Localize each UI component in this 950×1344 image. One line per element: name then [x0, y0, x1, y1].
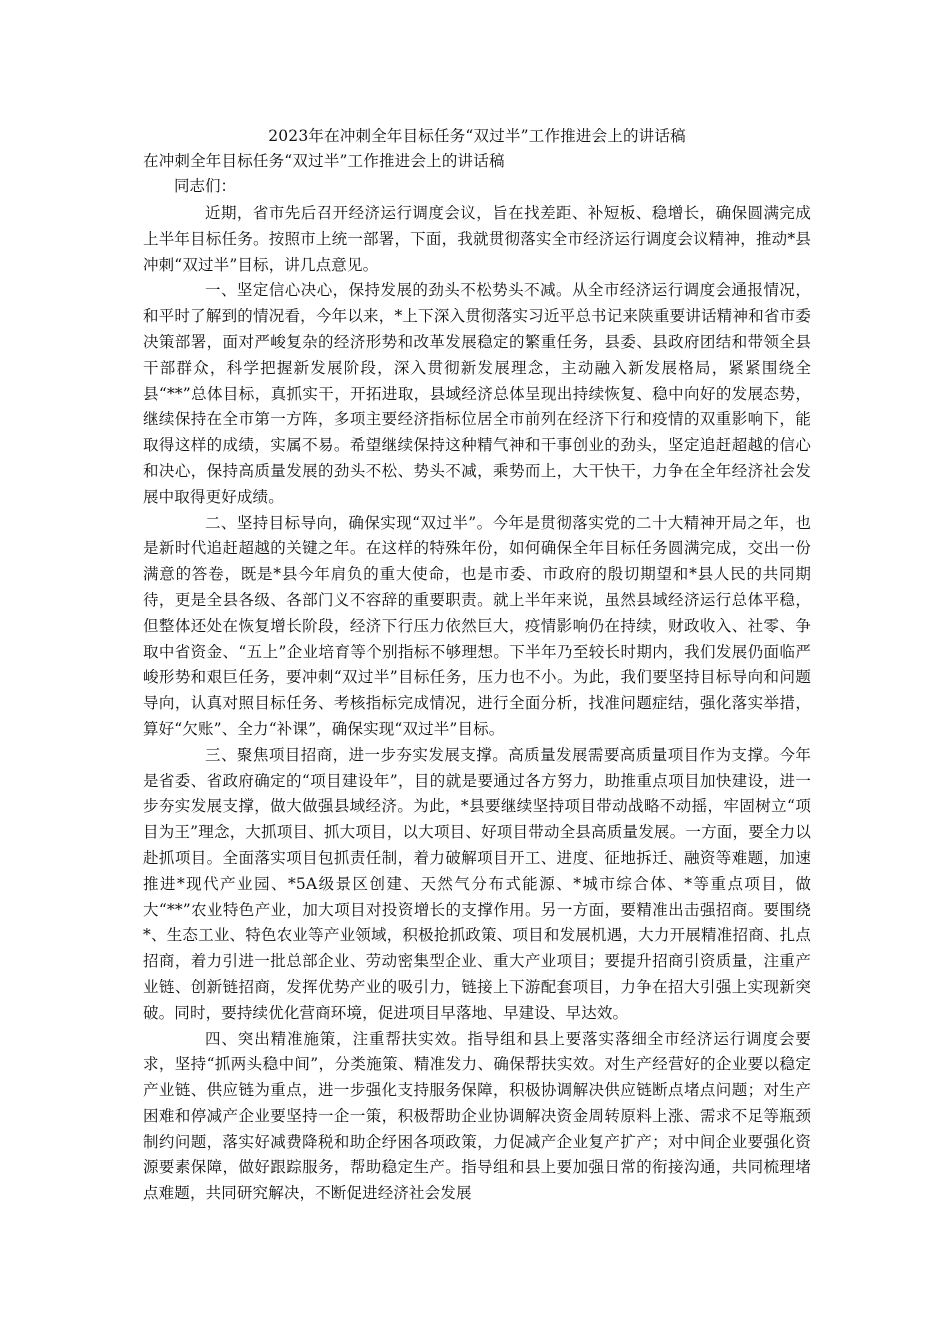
- salutation: 同志们：: [174, 177, 237, 195]
- paragraph-section-4: 四、突出精准施策，注重帮扶实效。指导组和县上要落实落细全市经济运行调度会要求，坚持“抓两头稳中间”，分类施策、精准发力、确保帮扶实效。对生产经营好的企业要以稳定产业链、供应链为重点，进一步强化支持服务保障，积极协调解决供应链断点堵点问题；对生产困难和停减产企业要坚持一企一策，积极帮助企业协调解决资金周转原料上涨、需求不足等瓶颈制约问题，落实好减费降税和助企纾困各项政策，力促减产企业复产扩产；对中间企业要强化资源要素保障，做好跟踪服务，帮助稳定生产。指导组和县上要加强日常的衔接沟通，共同梳理堵点难题，共同研究解决，不断促进经济社会发展: [143, 1029, 811, 1203]
- paragraph-section-3: 三、聚焦项目招商，进一步夯实发展支撑。高质量发展需要高质量项目作为支撑。今年是省委、省政府确定的“项目建设年”，目的就是要通过各方努力，助推重点项目加快建设，进一步夯实发展支撑，做大做强县域经济。为此，*县要继续坚持项目带动战略不动摇，牢固树立“项目为王”理念，大抓项目、抓大项目，以大项目、好项目带动全县高质量发展。一方面，要全力以赴抓项目。全面落实项目包抓责任制，着力破解项目开工、进度、征地拆迁、融资等难题，加速推进*现代产业园、*5A级景区创建、天然气分布式能源、*城市综合体、*等重点项目，做大“**”农业特色产业，加大项目对投资增长的支撑作用。另一方面，要精准出击强招商。要围绕*、生态工业、特色农业等产业领域，积极抢抓政策、项目和发展机遇，大力开展精准招商、扎点招商，着力引进一批总部企业、劳动密集型企业、重大产业项目；要提升招商引资质量，注重产业链、创新链招商，发挥优势产业的吸引力，链接上下游配套项目，力争在招大引强上实现新突破。同时，要持续优化营商环境，促进项目早落地、早建设、早达效。: [143, 745, 811, 1022]
- paragraph-section-1: 一、坚定信心决心，保持发展的劲头不松势头不减。从全市经济运行调度会通报情况，和平时了解到的情况看，今年以来，*上下深入贯彻落实习近平总书记来陕重要讲话精神和省市委决策部署，面对严峻复杂的经济形势和改革发展稳定的繁重任务，县委、县政府团结和带领全县干部群众，科学把握新发展阶段，深入贯彻新发展理念，主动融入新发展格局，紧紧围绕全县“**”总体目标，真抓实干，开拓进取，县域经济总体呈现出持续恢复、稳中向好的发展态势，继续保持在全市第一方阵，多项主要经济指标位居全市前列在经济下行和疫情的双重影响下，能取得这样的成绩，实属不易。希望继续保持这种精气神和干事创业的劲头，坚定追赶超越的信心和决心，保持高质量发展的劲头不松、势头不减，乘势而上，大干快干，力争在全年经济社会发展中取得更好成绩。: [143, 281, 811, 506]
- document-subtitle: 在冲刺全年目标任务“双过半”工作推进会上的讲话稿: [143, 152, 505, 170]
- paragraph-section-2: 二、坚持目标导向，确保实现“双过半”。今年是贯彻落实党的二十大精神开局之年，也是新时代追赶超越的关键之年。在这样的特殊年份，如何确保全年目标任务圆满完成，交出一份满意的答卷，既是*县今年肩负的重大使命，也是市委、市政府的殷切期望和*县人民的共同期待，更是全县各级、各部门义不容辞的重要职责。就上半年来说，虽然县域经济运行总体平稳，但整体还处在恢复增长阶段，经济下行压力依然巨大，疫情影响仍在持续，财政收入、社零、争取中省资金、“五上”企业培育等个别指标不够理想。下半年乃至较长时期内，我们发展仍面临严峻形势和艰巨任务，要冲刺“双过半”目标任务，压力也不小。为此，我们要坚持目标导向和问题导向，认真对照目标任务、考核指标完成情况，进行全面分析，找准问题症结，强化落实举措，算好“欠账”、全力“补课”，确保实现“双过半”目标。: [143, 513, 811, 738]
- paragraph-intro: 近期，省市先后召开经济运行调度会议，旨在找差距、补短板、稳增长，确保圆满完成上半年目标任务。按照市上统一部署，下面，我就贯彻落实全市经济运行调度会议精神，推动*县冲刺“双过半”目标，讲几点意见。: [143, 204, 811, 274]
- document-page: [143, 124, 811, 1207]
- document-title: 2023年在冲刺全年目标任务“双过半”工作推进会上的讲话稿: [268, 127, 686, 145]
